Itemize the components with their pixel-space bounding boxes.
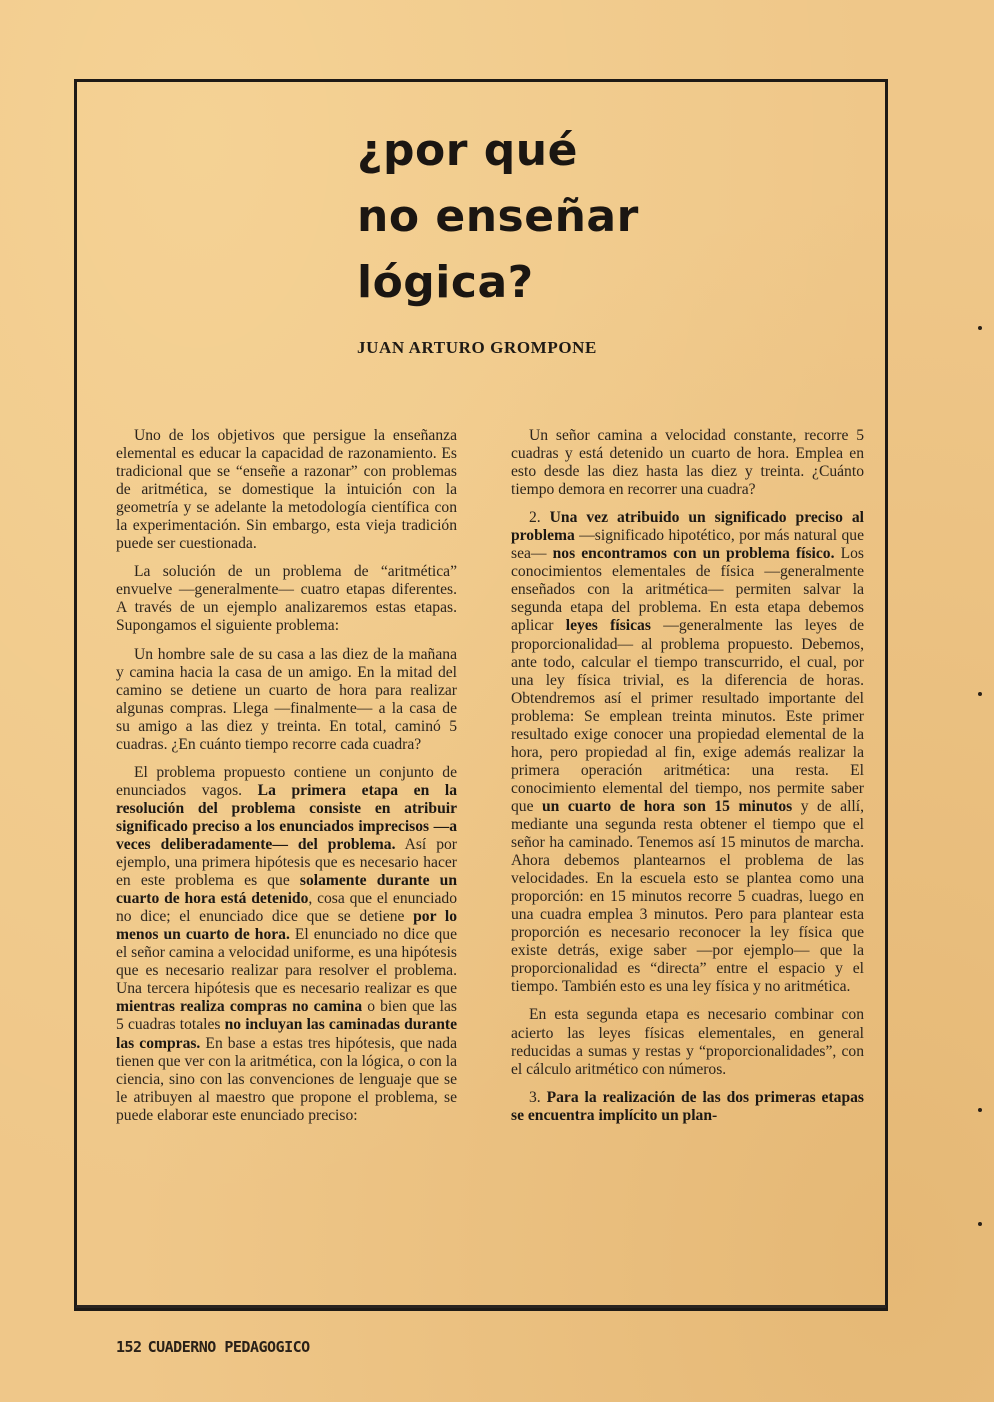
- text-run: o bien que las 5 cuadras totales: [116, 998, 457, 1034]
- page-number: 152: [116, 1338, 142, 1356]
- text-run: El enunciado no dice que el señor camina a velocidad uniforme, es una hipótesis que es necesario realizar para resolver el problema. Una tercera hipótesis que es necesario realizar es que: [116, 926, 458, 998]
- title-line-2: no enseñar: [357, 191, 639, 242]
- article-title: [357, 118, 777, 316]
- right-column: [511, 427, 864, 1135]
- margin-dot-mark: [978, 1222, 982, 1226]
- text-run: y de allí, mediante una segunda resta obtener el tiempo que el señor ha caminado. Tenemos así 15 minutos de marcha. Ahora debemos plantearnos el problema de las velocidades. En la escuela esto se plantea como una proporción: en 15 minutos recorre 5 cuadras, luego en una cuadra emplea 3 minutos. Pero para plantear esta proporción es necesario reconocer la ley física que existe detrás, exige saber —por ejemplo— que la proporcionalidad es “directa” entre el espacio y el tiempo. También esto es una ley física y no aritmética.: [511, 797, 864, 996]
- text-run: En base a estas tres hipótesis, que nada tienen que ver con la aritmética, con la lógica, o con la ciencia, sino con las convenciones de lenguaje que se le atribuyen al maestro que propone el problema, se puede elaborar este enunciado preciso:: [116, 1034, 457, 1124]
- bottom-rule: [76, 1305, 886, 1308]
- article-author: JUAN ARTURO GROMPONE: [357, 338, 597, 357]
- margin-dot-mark: [978, 692, 982, 696]
- title-line-3: lógica?: [357, 257, 534, 308]
- margin-dot-mark: [978, 1108, 982, 1112]
- emphasis-run: solamente durante un cuarto de hora está detenido: [116, 872, 457, 908]
- emphasis-run: nos encontramos con un problema físico.: [552, 545, 835, 563]
- list-number: 2.: [529, 509, 550, 527]
- publication-name: CUADERNO PEDAGOGICO: [147, 1338, 310, 1356]
- emphasis-run: no incluyan las caminadas durante las compras.: [116, 1016, 457, 1052]
- right-paragraph-2: [511, 509, 864, 996]
- emphasis-run: leyes físicas: [565, 617, 651, 635]
- margin-dot-mark: [978, 326, 982, 330]
- left-paragraph-2: La solución de un problema de “aritmética” envuelve —generalmente— cuatro etapas diferentes. A través de un ejemplo analizaremos estas etapas. Supongamos el siguiente problema:: [116, 563, 457, 635]
- emphasis-run: Una vez atribuido un significado preciso al problema: [511, 509, 864, 545]
- left-paragraph-3: Un hombre sale de su casa a las diez de la mañana y camina hacia la casa de un amigo. En la mitad del camino se detiene un cuarto de hora para realizar algunas compras. Llega —finalmente— a la casa de su amigo a las diez y treinta. En total, caminó 5 cuadras. ¿En cuánto tiempo recorre cada cuadra?: [116, 645, 457, 753]
- emphasis-run: Para la realización de las dos primeras etapas se encuentra implícito un plan-: [511, 1088, 865, 1124]
- left-paragraph-4: [116, 764, 457, 1125]
- right-paragraph-1: Un señor camina a velocidad constante, recorre 5 cuadras y está detenido un cuarto de hora. Emplea en esto desde las diez hasta las diez y treinta. ¿Cuánto tiempo demora en recorrer una cuadra?: [511, 427, 864, 499]
- right-paragraph-3: En esta segunda etapa es necesario combinar con acierto las leyes físicas elementales, en general reducidas a sumas y restas y “proporcionalidades”, con el cálculo aritmético con números.: [511, 1006, 864, 1078]
- text-run: , cosa que el enunciado no dice; el enunciado dice que se detiene: [116, 890, 457, 926]
- text-run: El problema propuesto contiene un conjunto de enunciados vagos.: [116, 763, 457, 799]
- list-number: 3.: [529, 1088, 547, 1106]
- emphasis-run: un cuarto de hora son 15 minutos: [542, 797, 793, 815]
- text-run: Los conocimientos elementales de física —generalmente enseñados con la aritmética— permiten salvar la segunda etapa del problema. En esta etapa debemos aplicar: [511, 545, 864, 635]
- left-paragraph-1: Uno de los objetivos que persigue la enseñanza elemental es educar la capacidad de razonamiento. Es tradicional que se “enseñe a razonar” con problemas de aritmética, se domestique la intuición con la geometría y se adelante la metodología científica con la experimentación. Sin embargo, esta vieja tradición puede ser cuestionada.: [116, 427, 457, 553]
- emphasis-run: por lo menos un cuarto de hora.: [116, 908, 458, 944]
- left-column: [116, 427, 457, 1135]
- right-paragraph-4: [511, 1089, 864, 1125]
- page-footer: [116, 1338, 310, 1356]
- text-run: —significado hipotético, por más natural que sea—: [511, 527, 864, 563]
- emphasis-run: La primera etapa en la resolución del problema consiste en atribuir significado preciso a los enunciados imprecisos —a veces deliberadamente— del problema.: [116, 781, 457, 853]
- emphasis-run: mientras realiza compras no camina: [116, 998, 363, 1016]
- text-run: —generalmente las leyes de proporcionalidad— al problema propuesto. Debemos, ante todo, calcular el tiempo transcurrido, el cual, por una ley física trivial, es la diferencia de horas. Obtendremos así el primer resultado importante del problema: Se emplean treinta minutos. Este primer resultado exige conocer una propiedad elemental de la hora, pero propiedad al fin, exige además realizar la primera operación aritmética: una resta. El conocimiento elemental del tiempo, nos permite saber que: [511, 617, 864, 815]
- title-line-1: ¿por qué: [357, 125, 578, 176]
- text-run: Así por ejemplo, una primera hipótesis que es necesario hacer en este problema es que: [116, 835, 457, 890]
